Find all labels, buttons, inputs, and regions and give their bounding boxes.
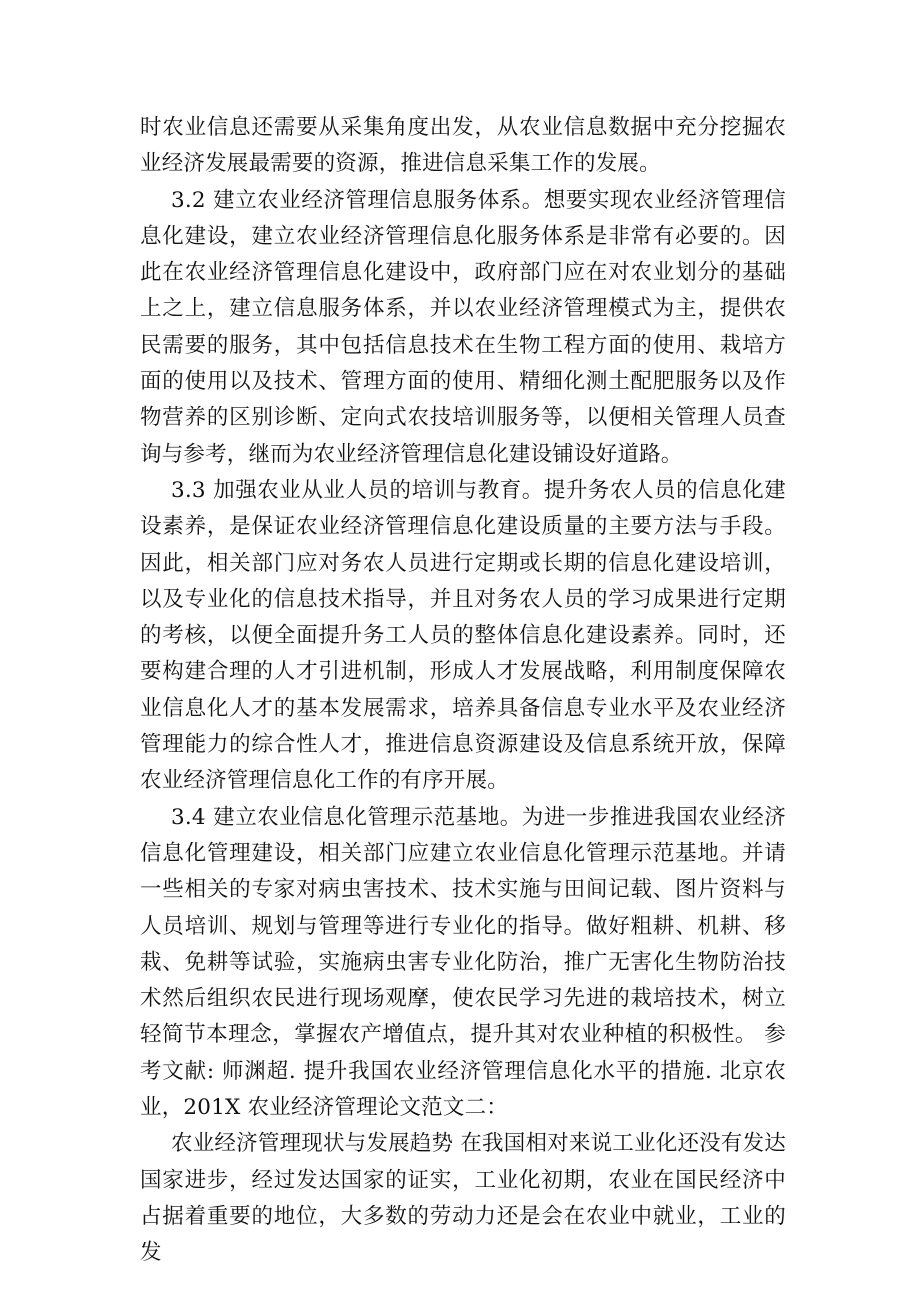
paragraph-section-3-2: 3.2 建立农业经济管理信息服务体系。想要实现农业经济管理信息化建设，建立农业经济管理信息化服务体系是非常有必要的。因此在农业经济管理信息化建设中，政府部门应在对农业划分的基础上之上，建立信息服务体系，并以农业经济管理模式为主，提供农民需要的服务，其中包括信息技术在生物工程方面的使用、栽培方面的使用以及技术、管理方面的使用、精细化测土配肥服务以及作物营养的区别诊断、定向式农技培训服务等，以便相关管理人员查询与参考，继而为农业经济管理信息化建设铺设好道路。 [140,187,786,467]
paragraph-essay-two-intro: 农业经济管理现状与发展趋势 在我国相对来说工业化还没有发达国家进步，经过发达国家的证实，工业化初期，农业在国民经济中占据着重要的地位，大多数的劳动力还是会在农业中就业，工业的发 [140,1131,786,1266]
paragraph-section-3-3: 3.3 加强农业从业人员的培训与教育。提升务农人员的信息化建设素养，是保证农业经济管理信息化建设质量的主要方法与手段。因此，相关部门应对务农人员进行定期或长期的信息化建设培训，以及专业化的信息技术指导，并且对务农人员的学习成果进行定期的考核，以便全面提升务工人员的整体信息化建设素养。同时，还要构建合理的人才引进机制，形成人才发展战略，利用制度保障农业信息化人才的基本发展需求，培养具备信息专业水平及农业经济管理能力的综合性人才，推进信息资源建设及信息系统开放，保障农业经济管理信息化工作的有序开展。 [140,477,786,794]
paragraph-continuation: 时农业信息还需要从采集角度出发，从农业信息数据中充分挖掘农业经济发展最需要的资源，推进信息采集工作的发展。 [140,115,786,177]
document-body [140,110,786,1272]
paragraph-section-3-4: 3.4 建立农业信息化管理示范基地。为进一步推进我国农业经济信息化管理建设，相关部门应建立农业信息化管理示范基地。并请一些相关的专家对病虫害技术、技术实施与田间记载、图片资料与人员培训、规划与管理等进行专业化的指导。做好粗耕、机耕、移栽、免耕等试验，实施病虫害专业化防治，推广无害化生物防治技术然后组织农民进行现场观摩，使农民学习先进的栽培技术，树立轻简节本理念，掌握农产增值点，提升其对农业种植的积极性。 参考文献: 师渊超. 提升我国农业经济管理信息化水平的措施. 北京农业，201X 农业经济管理论文范文二： [140,804,786,1121]
